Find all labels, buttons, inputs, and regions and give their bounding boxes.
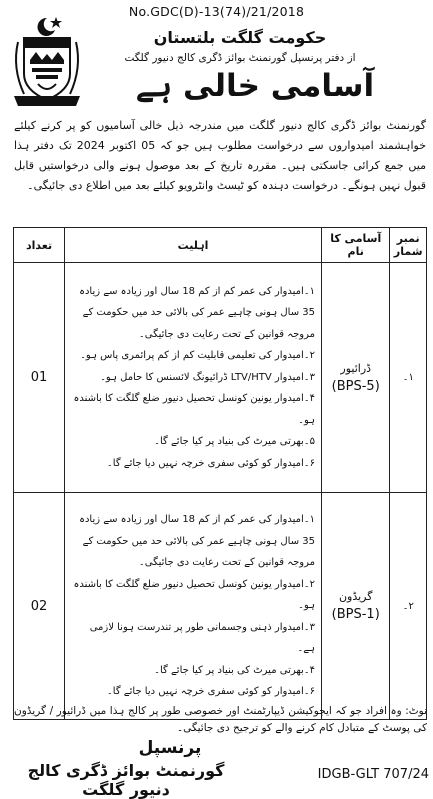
- post-name: گریڈون: [338, 590, 373, 603]
- table-row: [14, 493, 427, 720]
- row-qualification: [65, 263, 322, 493]
- row-serial: ۲۔: [390, 493, 427, 720]
- post-bps: (BPS-1): [331, 607, 380, 622]
- qualification-item: ۲۔امیدوار یونین کونسل تحصیل دنیور ضلع گلگت کا باشندہ ہو۔: [73, 578, 315, 612]
- post-bps: (BPS-5): [331, 378, 380, 394]
- post-name: ڈرائیور: [340, 361, 372, 375]
- qualification-item: ۳۔امیدوار LTV/HTV ڈرائیونگ لائسنس کا حامل ہو۔: [100, 371, 315, 383]
- qualification-item: ۵۔بھرتی میرٹ کی بنیاد پر کیا جائے گا۔: [154, 436, 315, 448]
- signature-institution: گورنمنٹ بوائز ڈگری کالج دنیور گلگت: [27, 761, 225, 799]
- note-paragraph: نوٹ: وہ افراد جو کہ ایجوکیشن ڈیپارٹمنٹ اور خصوصی طور پر کالج ہذا میں ڈرائیور / گریڈون کی پوسٹ کے متبادل کام کرنے والے کو ترجیح دی جائیگی۔: [14, 705, 427, 734]
- qualification-item: ۱۔امیدوار کی عمر کم از کم 18 سال اور زیادہ سے زیادہ 35 سال ہونی چاہیے عمر کی بالائی حد میں حکومت کے مروجہ قوانین کے تحت رعایت دی جائیگی۔: [79, 285, 315, 340]
- idgb-reference: IDGB-GLT 707/24: [317, 767, 429, 782]
- signature-title: پرنسپل: [138, 738, 202, 758]
- header-serial: نمبر شمار: [390, 228, 427, 263]
- row-quantity: [14, 263, 65, 493]
- quantity-value: 01: [30, 370, 48, 385]
- government-title: حکومت گلگت بلتستان: [153, 28, 327, 47]
- intro-paragraph: گورنمنٹ بوائز ڈگری کالج دنیور گلگت میں مندرجہ ذیل خالی آسامیوں کو پر کرنے کیلئے خواہشمند امیدواروں سے درخواست مطلوب ہیں جو کہ 05 اکتوبر 2024 تک دفتر ہذا میں جمع کرائی جاسکتی ہیں۔ مقررہ تاریخ کے بعد موصول ہونے والی درخواستیں قابل قبول نہیں ہونگے۔ درخواست دہندہ کو ٹیسٹ وانٹرویو کیلئے بعد میں اطلاع دی جائیگی۔: [14, 119, 426, 192]
- reference-number: No.GDC(D)-13(74)/21/2018: [128, 4, 305, 19]
- qualification-item: ۶۔امیدوار کو کوئی سفری خرچہ نہیں دیا جائے گا۔: [106, 457, 315, 469]
- header-qualification: اہلیت: [65, 228, 322, 263]
- qualification-item: ۴۔بھرتی میرٹ کی بنیاد پر کیا جائے گا۔: [154, 664, 315, 676]
- row-quantity: [14, 493, 65, 720]
- table-header-row: [14, 228, 427, 263]
- row-post: [322, 263, 390, 493]
- header-quantity: تعداد: [14, 228, 65, 263]
- header-post: آسامی کا نام: [322, 228, 390, 263]
- row-qualification: [65, 493, 322, 720]
- row-serial: ۱۔: [390, 263, 427, 493]
- qualification-item: ۶۔امیدوار کو کوئی سفری خرچہ نہیں دیا جائے گا۔: [106, 686, 315, 698]
- quantity-value: 02: [30, 598, 48, 614]
- qualification-item: ۱۔امیدوار کی عمر کم از کم 18 سال اور زیادہ سے زیادہ 35 سال ہونی چاہیے عمر کی بالائی حد میں حکومت کے مروجہ قوانین کے تحت رعایت دی جائیگی۔: [79, 514, 315, 569]
- row-post: [322, 493, 390, 720]
- table-row: [14, 263, 427, 493]
- vacancy-banner: آسامی خالی ہے: [135, 68, 375, 104]
- qualification-item: ۳۔امیدوار ذہنی وجسمانی طور پر تندرست ہونا لازمی ہے۔: [89, 621, 315, 655]
- qualification-item: ۲۔امیدوار کی تعلیمی قابلیت کم از کم پرائمری پاس ہو۔: [80, 350, 315, 362]
- vacancy-table: [13, 227, 427, 720]
- office-line: از دفتر پرنسپل گورنمنٹ بوائز ڈگری کالج دنیور گلگت: [124, 52, 356, 64]
- qualification-item: ۴۔امیدوار یونین کونسل تحصیل دنیور ضلع گلگت کا باشندہ ہو۔: [73, 393, 315, 426]
